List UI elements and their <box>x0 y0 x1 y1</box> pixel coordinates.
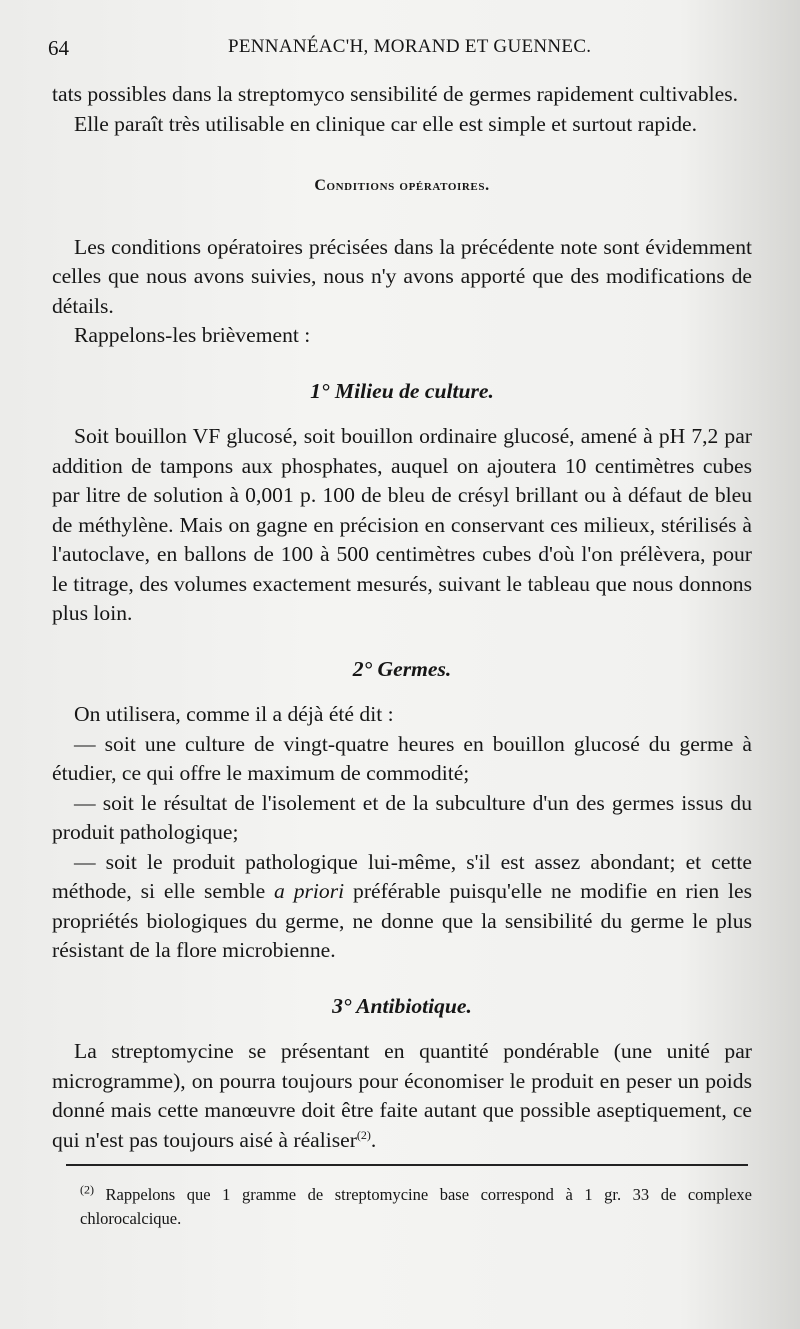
footnote-reference: (2) <box>356 1127 371 1142</box>
list-item-germes-3-part-b: préférable puisqu'elle ne modifie en rien les propriétés biologiques du germe, ne donne que la sensibilité du germe le plus résistant de la flore microbienne. <box>52 879 752 962</box>
paragraph-germes-intro: On utilisera, comme il a déjà été dit : <box>74 702 394 726</box>
footnote-divider <box>66 1164 748 1166</box>
footnote-text: Rappelons que 1 gramme de streptomycine base correspond à 1 gr. 33 de complexe chlorocalcique. <box>80 1185 752 1228</box>
list-item-germes-3 <box>52 848 752 966</box>
footnote-marker: (2) <box>80 1182 94 1197</box>
subsection-title-milieu: 1° Milieu de culture. <box>310 378 494 403</box>
running-head: PENNANÉAC'H, MORAND ET GUENNEC. <box>228 36 592 57</box>
paragraph-utility: Elle paraît très utilisable en clinique car elle est simple et surtout rapide. <box>74 111 698 136</box>
footnote <box>80 1183 752 1231</box>
paragraph-recall: Rappelons-les brièvement : <box>74 323 311 347</box>
paragraph-antibiotique-text: La streptomycine se présentant en quantité pondérable (une unité par microgramme), on pourra toujours pour économiser le produit en peser un poids donné mais cette manœuvre doit être faite autant que possible aseptiquement, ce qui n'est pas toujours aisé à réaliser <box>52 1039 752 1152</box>
paragraph-antibiotique <box>52 1037 752 1155</box>
emphasis-a-priori: a priori <box>274 879 345 903</box>
list-item-germes-2: — soit le résultat de l'isolement et de la subculture d'un des germes issus du produit pathologique; <box>52 790 752 844</box>
paragraph-continuation: tats possibles dans la streptomyco sensibilité de germes rapidement cultivables. <box>52 82 739 106</box>
list-item-germes-1: — soit une culture de vingt-quatre heures en bouillon glucosé du germe à étudier, ce qui offre le maximum de commodité; <box>52 731 752 785</box>
paragraph-milieu: Soit bouillon VF glucosé, soit bouillon ordinaire glucosé, amené à pH 7,2 par addition de tampons aux phosphates, auquel on ajoutera 10 centimètres cubes par litre de solution à 0,001 p. 100 de bleu de crésyl brillant ou à défaut de bleu de méthylène. Mais on gagne en précision en conservant ces milieux, stérilisés à l'autoclave, en ballons de 100 à 500 centimètres cubes d'où l'on prélèvera, pour le titrage, des volumes exactement mesurés, suivant le tableau que nous donnons plus loin. <box>52 424 752 625</box>
paragraph-conditions: Les conditions opératoires précisées dans la précédente note sont évidemment celles que nous avons suivies, nous n'y avons apporté que des modifications de détails. <box>52 234 752 318</box>
body-text <box>52 80 752 1155</box>
subsection-title-antibiotique: 3° Antibiotique. <box>332 993 472 1018</box>
section-title-conditions: Conditions opératoires. <box>314 177 490 194</box>
paragraph-antibiotique-end: . <box>370 1127 377 1152</box>
page-header <box>48 36 748 64</box>
page-number: 64 <box>48 36 69 60</box>
list-item-germes-3-part-a: — soit le produit pathologique lui-même, s'il est assez abondant; et cette méthode, si elle semble <box>52 849 752 903</box>
subsection-title-germes: 2° Germes. <box>352 656 452 681</box>
